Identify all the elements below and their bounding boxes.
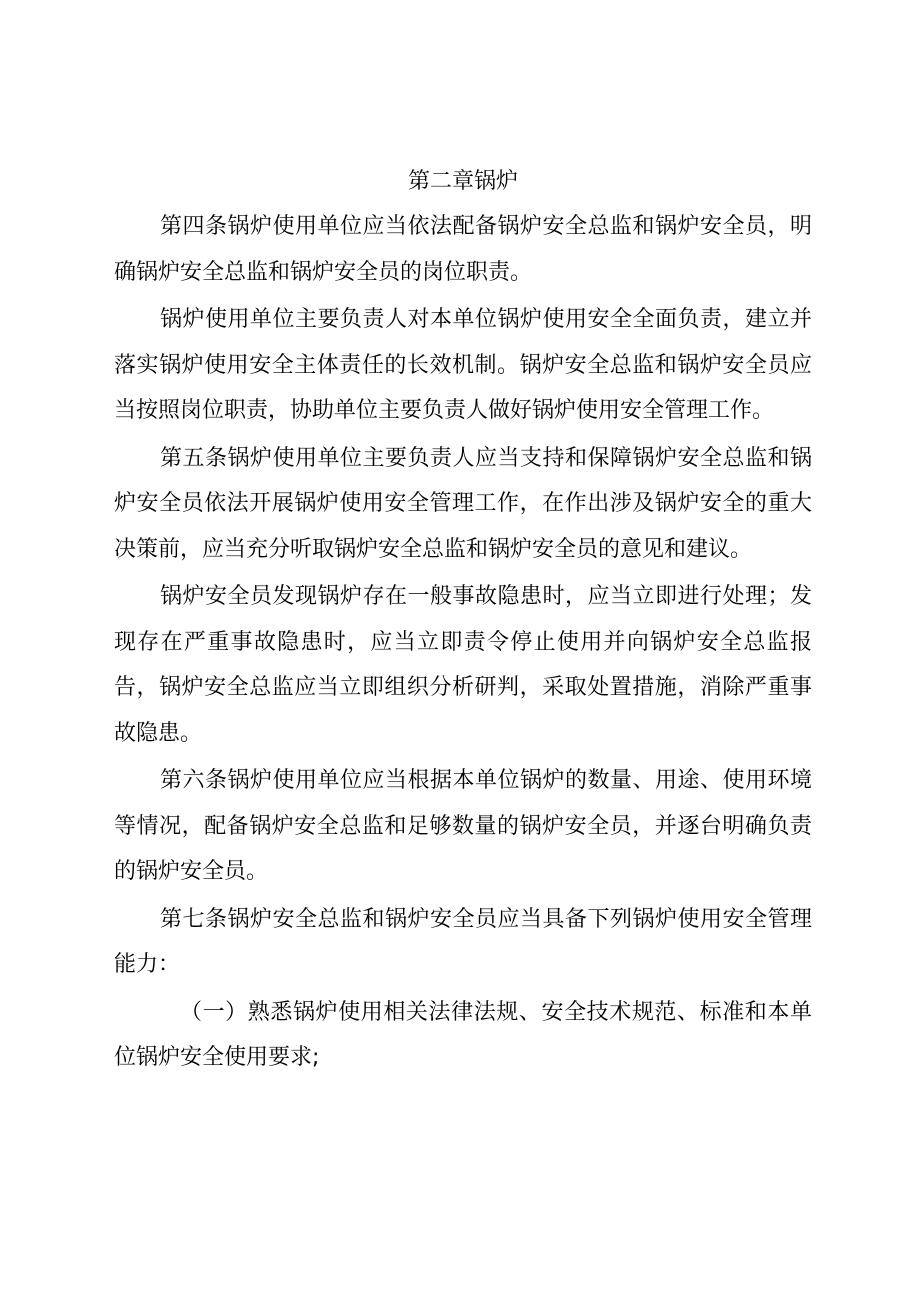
article-5-paragraph: 第五条锅炉使用单位主要负责人应当支持和保障锅炉安全总监和锅炉安全员依法开展锅炉使用安全管理工作，在作出涉及锅炉安全的重大决策前，应当充分听取锅炉安全总监和锅炉安全员的意见和建议。 [114, 445, 812, 562]
article-6-paragraph: 第六条锅炉使用单位应当根据本单位锅炉的数量、用途、使用环境等情况，配备锅炉安全总监和足够数量的锅炉安全员，并逐台明确负责的锅炉安全员。 [114, 768, 812, 884]
article-5-hazard-paragraph: 锅炉安全员发现锅炉存在一般事故隐患时，应当立即进行处理；发现存在严重事故隐患时，应当立即责令停止使用并向锅炉安全总监报告，锅炉安全总监应当立即组织分析研判，采取处置措施，消除严重事故隐患。 [114, 584, 812, 746]
article-7-item-1: （一）熟悉锅炉使用相关法律法规、安全技术规范、标准和本单位锅炉安全使用要求; [114, 999, 812, 1070]
article-4-responsibility-paragraph: 锅炉使用单位主要负责人对本单位锅炉使用安全全面负责，建立并落实锅炉使用安全主体责任的长效机制。锅炉安全总监和锅炉安全员应当按照岗位职责，协助单位主要负责人做好锅炉使用安全管理工作。 [114, 307, 812, 423]
chapter-title: 第二章锅炉 [407, 169, 518, 194]
article-4-paragraph: 第四条锅炉使用单位应当依法配备锅炉安全总监和锅炉安全员，明确锅炉安全总监和锅炉安全员的岗位职责。 [114, 214, 812, 285]
document-body [114, 160, 812, 1083]
article-7-paragraph: 第七条锅炉安全总监和锅炉安全员应当具备下列锅炉使用安全管理能力： [114, 906, 812, 977]
